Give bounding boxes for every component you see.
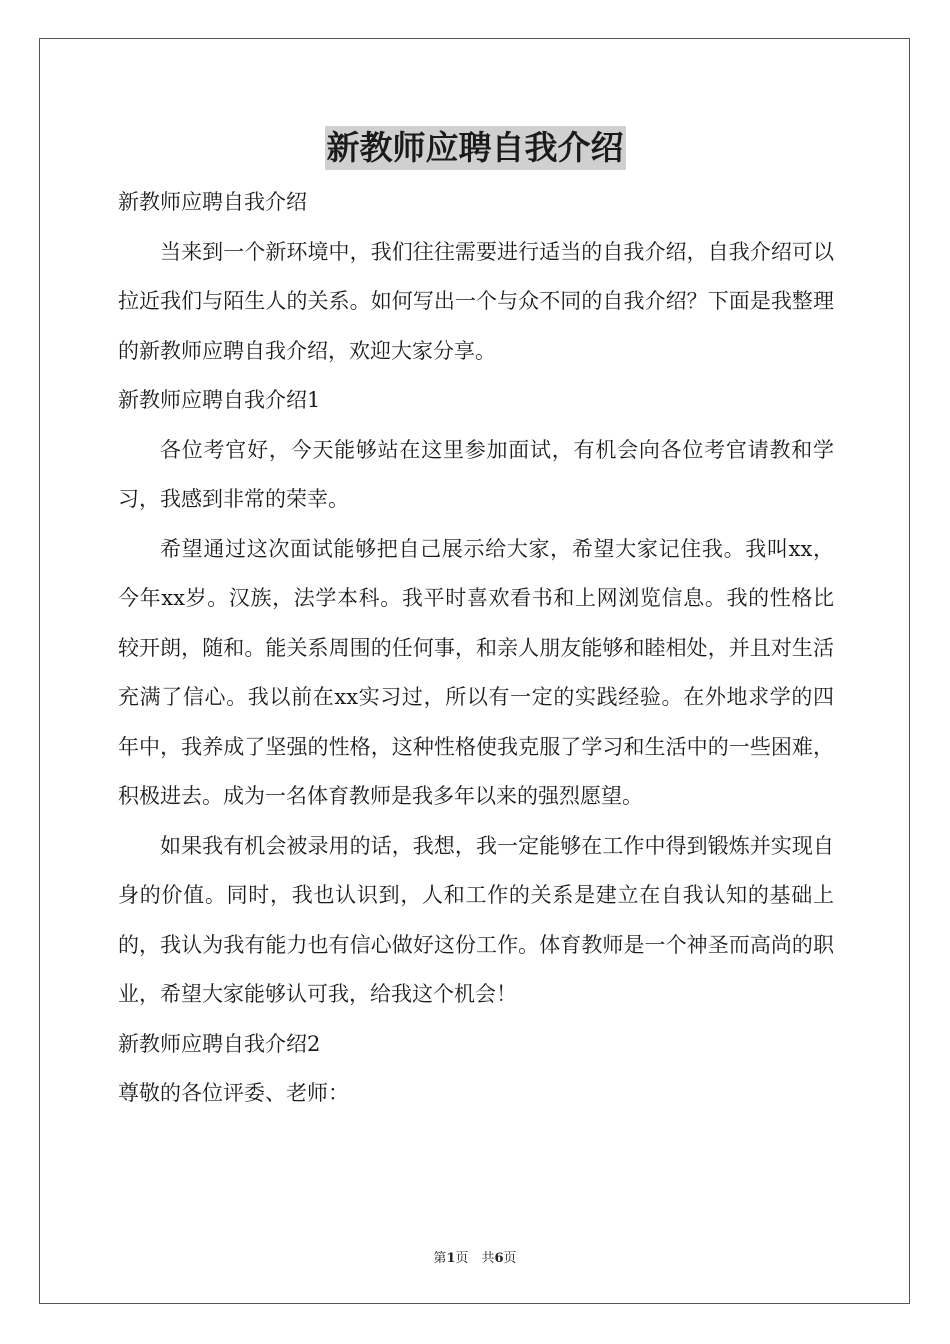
- greeting-line: 尊敬的各位评委、老师：: [118, 1081, 349, 1105]
- subtitle: 新教师应聘自我介绍: [118, 190, 307, 214]
- document-body: [118, 178, 834, 1119]
- section-heading-1: 新教师应聘自我介绍1: [118, 388, 321, 412]
- intro-paragraph: 当来到一个新环境中，我们往往需要进行适当的自我介绍，自我介绍可以拉近我们与陌生人的关系。如何写出一个与众不同的自我介绍？下面是我整理的新教师应聘自我介绍，欢迎大家分享。: [118, 239, 834, 363]
- paragraph: 如果我有机会被录用的话，我想，我一定能够在工作中得到锻炼并实现自身的价值。同时，我也认识到，人和工作的关系是建立在自我认知的基础上的，我认为我有能力也有信心做好这份工作。体育教师是一个神圣而高尚的职业，希望大家能够认可我，给我这个机会！: [118, 833, 834, 1006]
- page-footer: [0, 1247, 950, 1266]
- footer-page-mid: 页 共: [455, 1251, 495, 1266]
- document-title: 新教师应聘自我介绍: [325, 126, 626, 170]
- footer-page-suffix: 页: [503, 1251, 517, 1266]
- footer-page-number: 1: [446, 1251, 456, 1266]
- title-container: [0, 126, 950, 170]
- footer-total-pages: 6: [494, 1251, 504, 1266]
- section-heading-2: 新教师应聘自我介绍2: [118, 1031, 321, 1056]
- footer-page-prefix: 第: [433, 1251, 447, 1266]
- paragraph: 各位考官好，今天能够站在这里参加面试，有机会向各位考官请教和学习，我感到非常的荣幸。: [118, 437, 834, 511]
- paragraph: 希望通过这次面试能够把自己展示给大家，希望大家记住我。我叫xx，今年xx岁。汉族，法学本科。我平时喜欢看书和上网浏览信息。我的性格比较开朗，随和。能关系周围的任何事，和亲人朋友能够和睦相处，并且对生活充满了信心。我以前在xx实习过，所以有一定的实践经验。在外地求学的四年中，我养成了坚强的性格，这种性格使我克服了学习和生活中的一些困难，积极进去。成为一名体育教师是我多年以来的强烈愿望。: [118, 536, 834, 808]
